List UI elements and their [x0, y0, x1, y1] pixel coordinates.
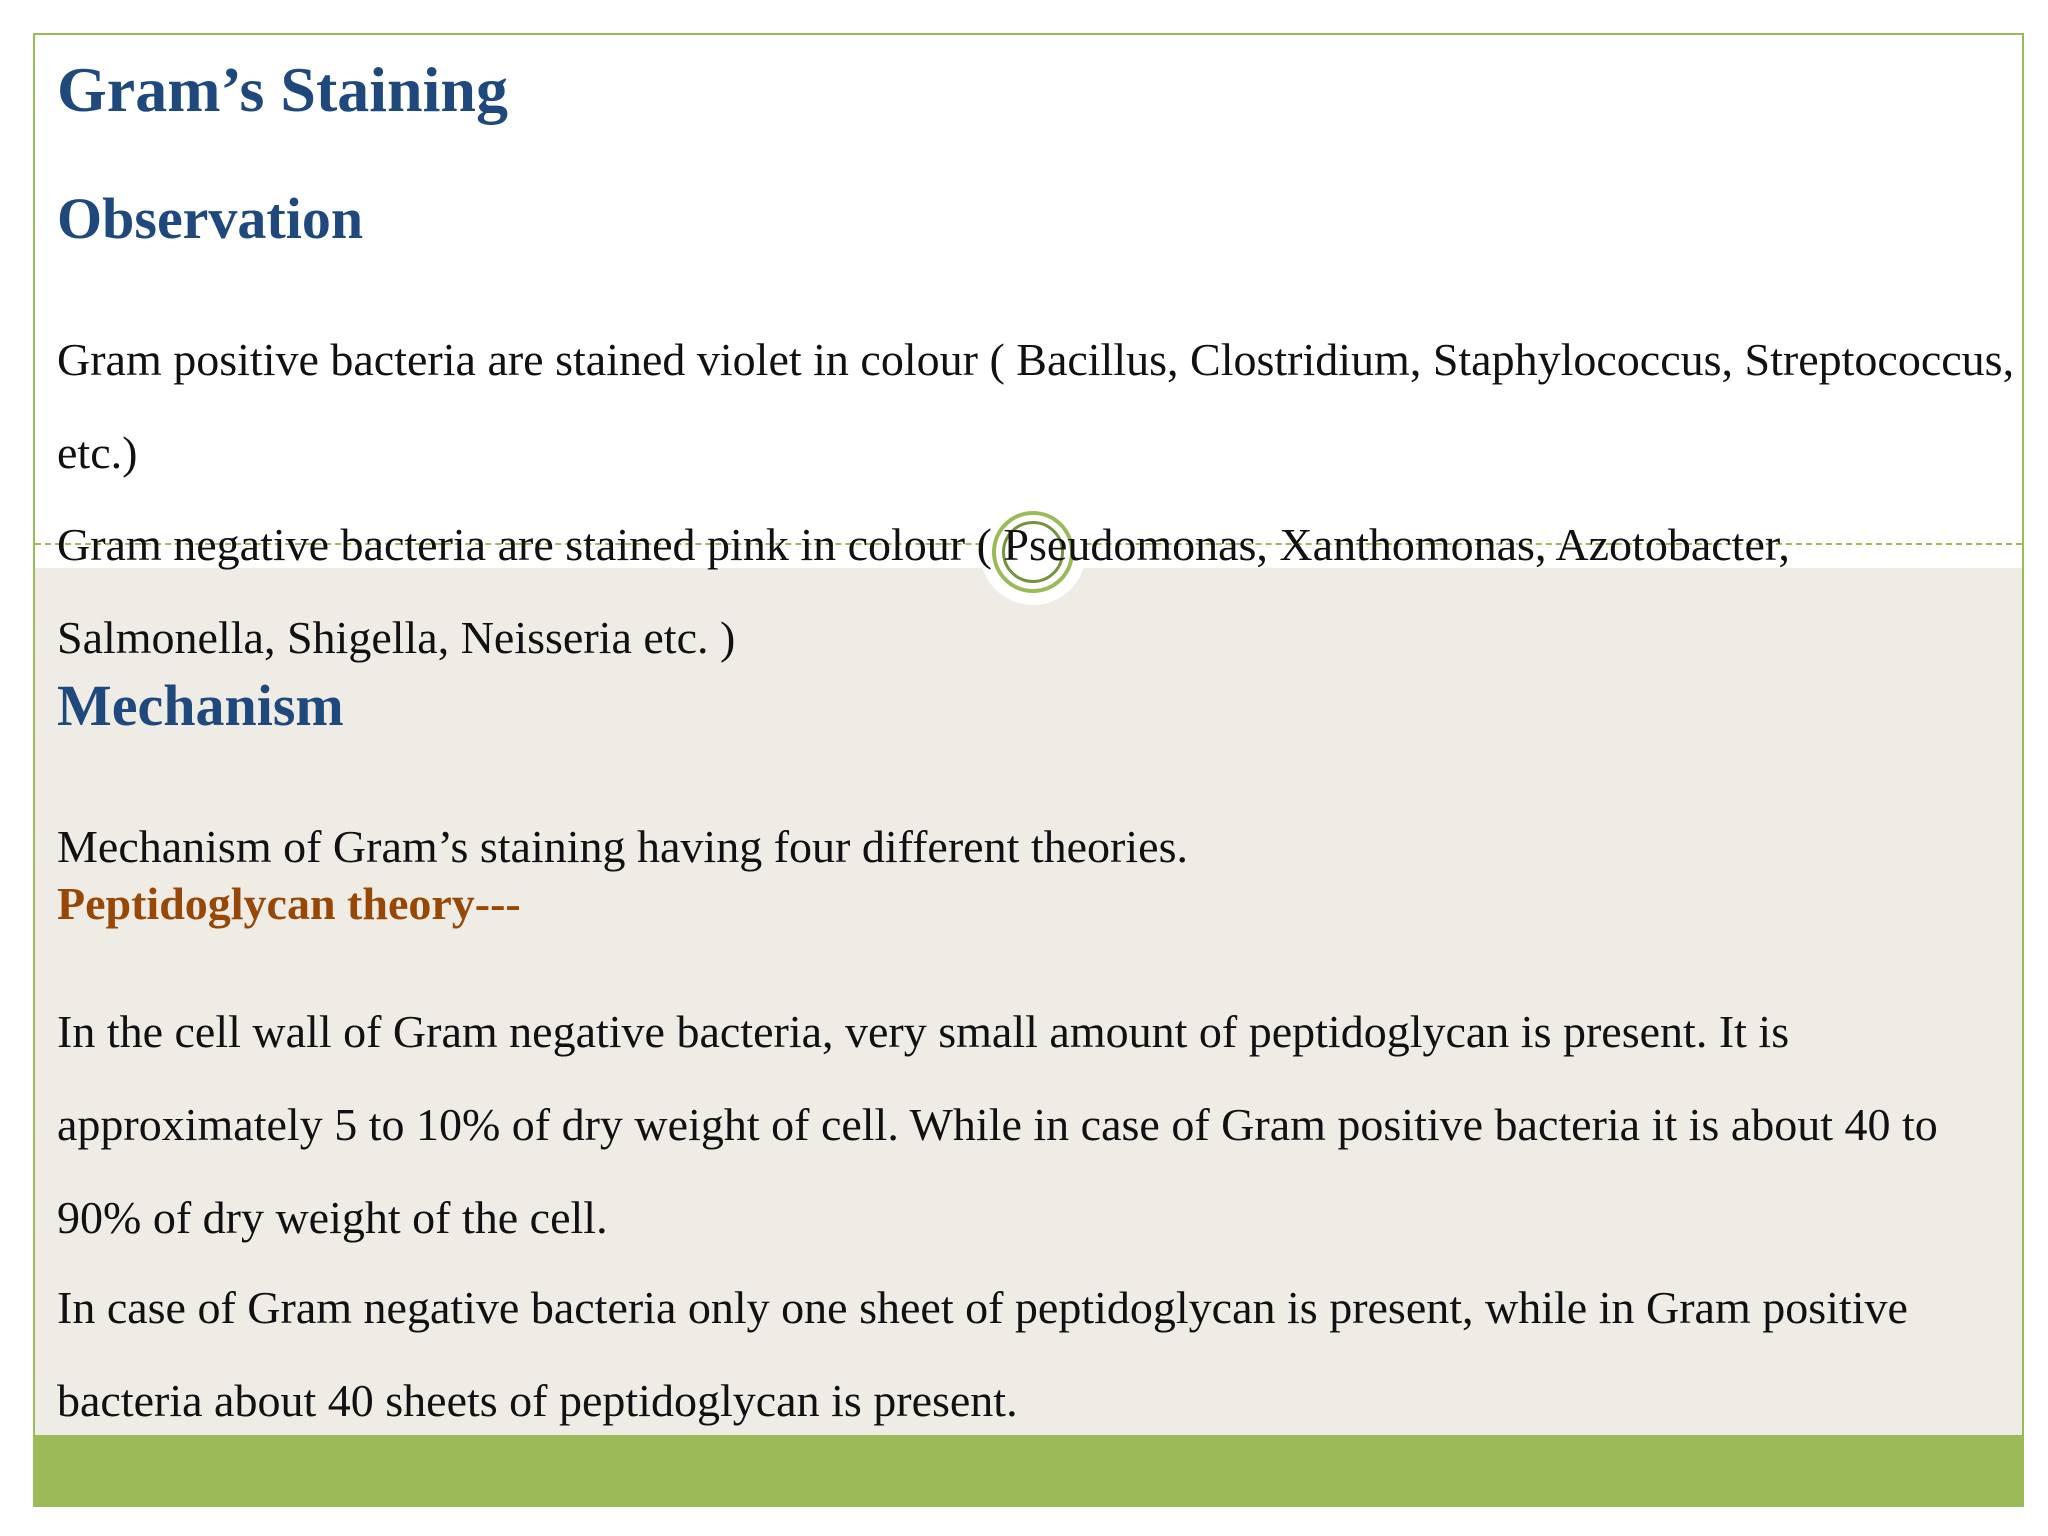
observation-negative-text: Gram negative bacteria are stained pink in colour ( Pseudomonas, Xanthomonas, Azotobacter, Salmonella, Shigella, Neisseria etc. )	[57, 519, 1790, 663]
peptidoglycan-theory-heading: Peptidoglycan theory---	[57, 878, 521, 929]
slide	[33, 33, 2024, 1507]
mechanism-heading: Mechanism	[57, 673, 344, 738]
observation-positive-text: Gram positive bacteria are stained violet in colour ( Bacillus, Clostridium, Staphylococcus, Streptococcus, etc.)	[57, 334, 2015, 478]
observation-heading: Observation	[57, 186, 364, 251]
slide-title: Gram’s Staining	[57, 54, 508, 125]
mechanism-intro-text: Mechanism of Gram’s staining having four different theories.	[57, 821, 1188, 872]
peptidoglycan-paragraph-2: In case of Gram negative bacteria only one sheet of peptidoglycan is present, while in Gram positive bacteria about 40 sheets of peptidoglycan is present.	[57, 1282, 1908, 1426]
peptidoglycan-paragraph-1: In the cell wall of Gram negative bacteria, very small amount of peptidoglycan is present. It is approximately 5 to 10% of dry weight of cell. While in case of Gram positive bacteria it is about 40 to 90% of dry weight of the cell.	[57, 1006, 1938, 1243]
